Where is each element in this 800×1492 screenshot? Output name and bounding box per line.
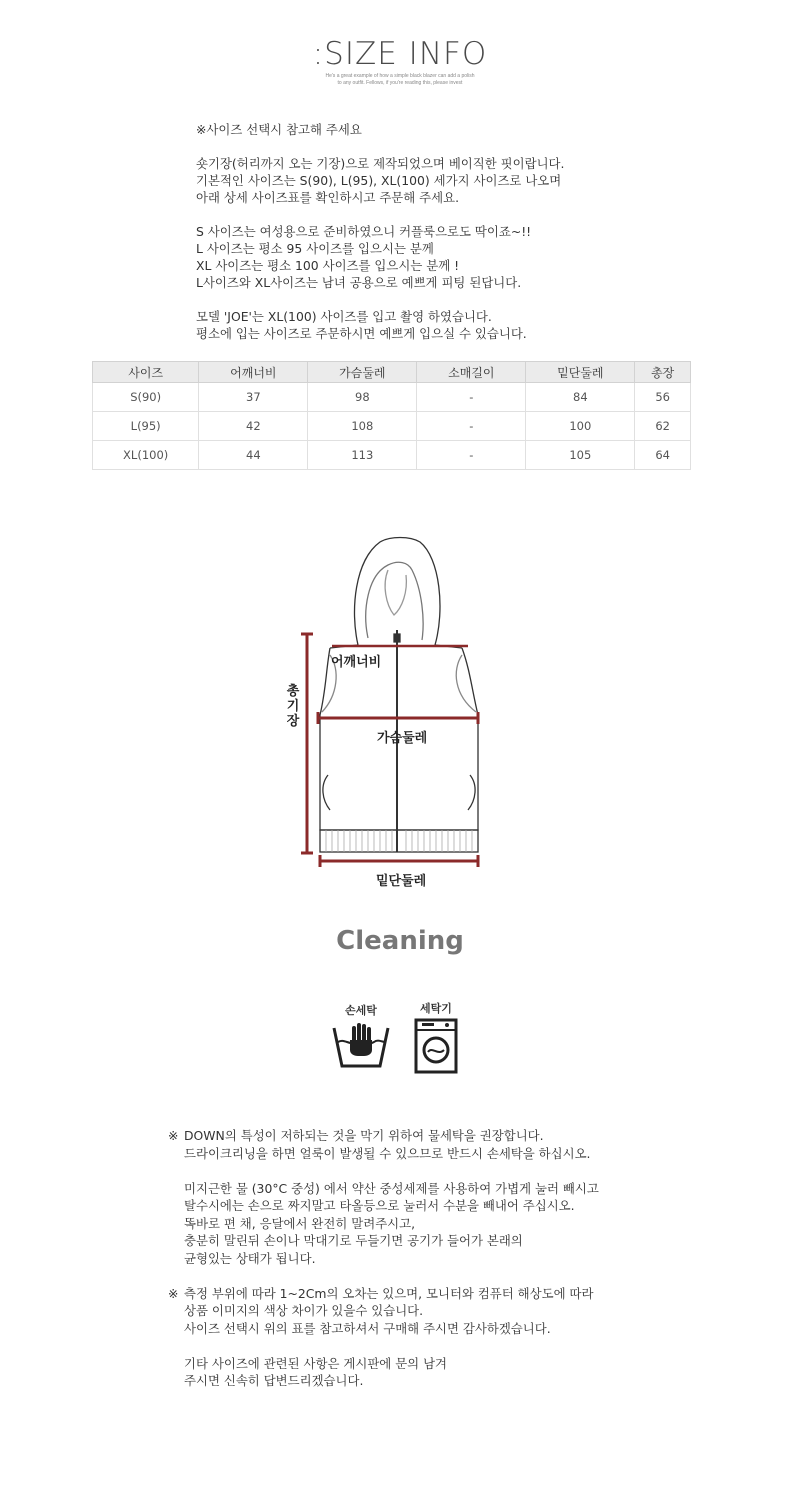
intro-line: 평소에 입는 사이즈로 주문하시면 예쁘게 입으실 수 있습니다. <box>196 326 527 341</box>
shoulder-width-label: 어깨너비 <box>331 655 382 670</box>
intro-line: XL 사이즈는 평소 100 사이즈를 입으시는 분께 ! <box>196 258 460 273</box>
washing-machine-icon <box>414 1018 458 1074</box>
total-length-char: 장 <box>286 714 300 729</box>
total-length-char: 총 <box>286 684 300 699</box>
intro-line: L사이즈와 XL사이즈는 남녀 공용으로 예쁘게 피팅 된답니다. <box>196 275 522 290</box>
note-line: 충분히 말린뒤 손이나 막대기로 두들기면 공기가 들어가 본래의 <box>184 1233 523 1248</box>
note-line: 똑바로 편 채, 응달에서 완전히 말려주시고, <box>184 1215 416 1231</box>
note-line: 미지근한 물 (30°C 중성) 에서 약산 중성세제를 사용하여 가볍게 눌러 빼시고 <box>184 1180 599 1196</box>
table-row <box>93 441 691 470</box>
note-line: 드라이크리닝을 하면 얼룩이 발생될 수 있으므로 반드시 손세탁을 하십시오. <box>184 1145 591 1161</box>
table-cell: S(90) <box>93 383 199 412</box>
table-cell: - <box>417 441 526 470</box>
table-cell: 44 <box>199 441 308 470</box>
intro-text <box>196 121 616 342</box>
table-cell: 100 <box>526 412 635 441</box>
intro-line: 숏기장(허리까지 오는 기장)으로 제작되었으며 베이직한 핏이랍니다. <box>196 156 565 171</box>
note-line: 상품 이미지의 색상 차이가 있을수 있습니다. <box>184 1303 424 1318</box>
header-subtitle-line1: He's a great example of how a simple black blazer can add a polish <box>325 73 475 79</box>
table-header-cell: 소매길이 <box>417 362 526 383</box>
machine-wash-label: 세탁기 <box>420 1002 452 1015</box>
table-row <box>93 383 691 412</box>
table-header-row <box>93 362 691 383</box>
header-subtitle-line2: to any outfit. Fellows, if you're reading this, please invest <box>337 80 463 86</box>
table-header-cell: 총장 <box>635 362 691 383</box>
size-table <box>92 361 691 470</box>
hand-wash-label: 손세탁 <box>345 1004 377 1017</box>
table-row <box>93 412 691 441</box>
table-cell: 62 <box>635 412 691 441</box>
table-cell: 113 <box>308 441 417 470</box>
table-cell: 42 <box>199 412 308 441</box>
table-header-cell: 사이즈 <box>93 362 199 383</box>
care-notes <box>168 1127 638 1390</box>
note-line: ※ 측정 부위에 따라 1~2Cm의 오차는 있으며, 모니터와 컴퓨터 해상도에 따라 <box>168 1285 594 1301</box>
vest-measurement-diagram <box>270 530 530 900</box>
intro-line: 기본적인 사이즈는 S(90), L(95), XL(100) 세가지 사이즈로 나오며 <box>196 173 562 188</box>
table-cell: XL(100) <box>93 441 199 470</box>
table-header-cell: 밑단둘레 <box>526 362 635 383</box>
table-cell: - <box>417 412 526 441</box>
page-title: :SIZE INFO <box>312 36 488 72</box>
note-line: 균형있는 상태가 됩니다. <box>184 1250 316 1266</box>
table-cell: L(95) <box>93 412 199 441</box>
hand-wash-icon <box>330 1020 392 1072</box>
cleaning-title: Cleaning <box>336 926 464 956</box>
table-cell: 56 <box>635 383 691 412</box>
table-header-cell: 가슴둘레 <box>308 362 417 383</box>
intro-line: 모델 'JOE'는 XL(100) 사이즈를 입고 촬영 하였습니다. <box>196 309 492 324</box>
hem-label: 밑단둘레 <box>376 874 427 889</box>
table-cell: 98 <box>308 383 417 412</box>
total-length-char: 기 <box>286 699 300 714</box>
table-header-cell: 어깨너비 <box>199 362 308 383</box>
note-line: 기타 사이즈에 관련된 사항은 게시판에 문의 남겨 <box>184 1355 448 1371</box>
table-cell: 64 <box>635 441 691 470</box>
table-cell: 37 <box>199 383 308 412</box>
note-line: ※ DOWN의 특성이 저하되는 것을 막기 위하여 물세탁을 권장합니다. <box>168 1128 544 1143</box>
note-line: 사이즈 선택시 위의 표를 참고하셔서 구매해 주시면 감사하겠습니다. <box>184 1320 551 1336</box>
vest-illustration-icon <box>320 538 478 853</box>
intro-line: 아래 상세 사이즈표를 확인하시고 주문해 주세요. <box>196 190 460 205</box>
table-cell: - <box>417 383 526 412</box>
intro-line: S 사이즈는 여성용으로 준비하였으니 커플룩으로도 딱이죠~!! <box>196 224 532 239</box>
table-cell: 84 <box>526 383 635 412</box>
chest-label: 가슴둘레 <box>377 731 428 746</box>
note-line: 탈수시에는 손으로 짜지말고 타올등으로 눌러서 수분을 빼내어 주십시오. <box>184 1198 575 1213</box>
table-cell: 105 <box>526 441 635 470</box>
intro-line: L 사이즈는 평소 95 사이즈를 입으시는 분께 <box>196 241 434 256</box>
intro-line: ※사이즈 선택시 참고해 주세요 <box>196 122 362 137</box>
note-line: 주시면 신속히 답변드리겠습니다. <box>184 1373 364 1388</box>
total-length-label <box>286 684 300 729</box>
note-mark: ※ <box>168 1128 179 1143</box>
note-mark: ※ <box>168 1285 179 1301</box>
table-cell: 108 <box>308 412 417 441</box>
